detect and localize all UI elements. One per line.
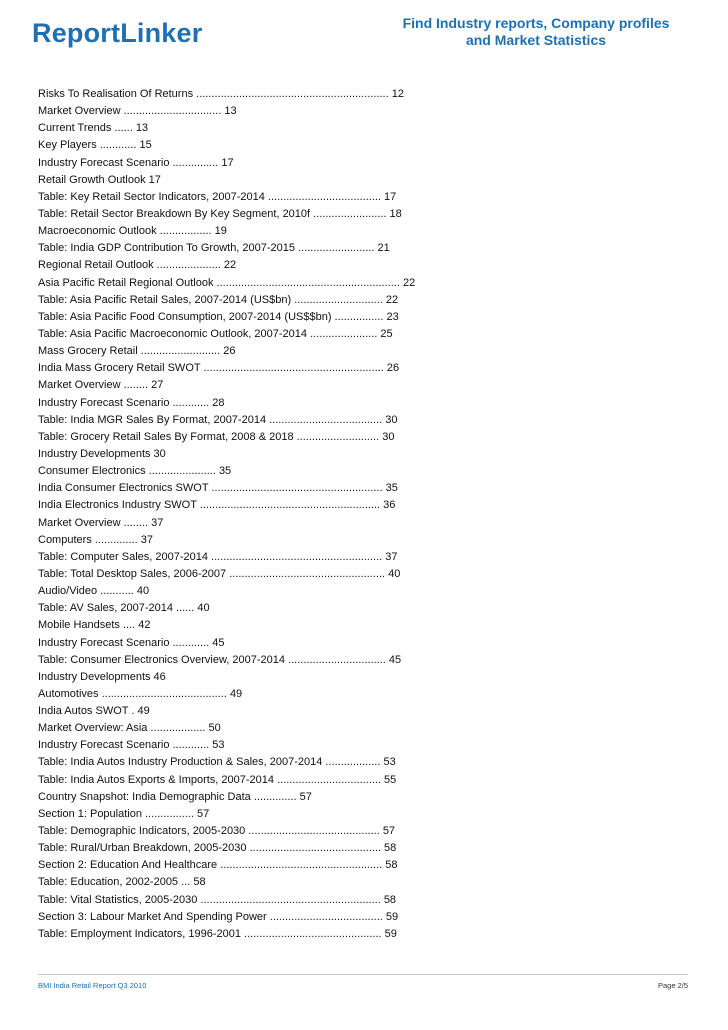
header-tagline (386, 15, 686, 49)
toc-entry[interactable]: Industry Developments 46 (38, 670, 166, 683)
toc-entry[interactable]: Retail Growth Outlook 17 (38, 173, 161, 186)
toc-entry[interactable]: Asia Pacific Retail Regional Outlook ............................................................ 22 (38, 276, 416, 289)
toc-entry[interactable]: Automotives ......................................... 49 (38, 687, 243, 700)
toc-entry[interactable]: Market Overview ........ 37 (38, 516, 164, 529)
toc-entry[interactable]: India Autos SWOT . 49 (38, 705, 150, 718)
toc-entry[interactable]: Table: Retail Sector Breakdown By Key Segment, 2010f ........................ 18 (38, 207, 402, 220)
toc-entry[interactable]: Table: AV Sales, 2007-2014 ...... 40 (38, 602, 210, 615)
toc-entry[interactable]: Market Overview: Asia .................. 50 (38, 722, 221, 735)
toc-entry[interactable]: Country Snapshot: India Demographic Data .............. 57 (38, 790, 312, 803)
toc-entry[interactable]: Regional Retail Outlook ..................... 22 (38, 259, 237, 272)
toc-entry[interactable]: Table: Key Retail Sector Indicators, 2007-2014 ..................................... 17 (38, 190, 397, 203)
toc-entry[interactable]: Market Overview ................................ 13 (38, 105, 237, 118)
toc-entry[interactable]: Mass Grocery Retail .......................... 26 (38, 345, 236, 358)
toc-entry[interactable]: Section 3: Labour Market And Spending Power ..................................... 59 (38, 910, 399, 923)
toc-entry[interactable]: Table: Computer Sales, 2007-2014 ........................................................ 37 (38, 550, 398, 563)
toc-entry[interactable]: Table: India MGR Sales By Format, 2007-2014 ..................................... 30 (38, 413, 398, 426)
toc-entry[interactable]: India Mass Grocery Retail SWOT ........................................................... 26 (38, 362, 400, 375)
toc-entry[interactable]: Current Trends ...... 13 (38, 122, 149, 135)
toc-entry[interactable]: Risks To Realisation Of Returns ............................................................... 12 (38, 88, 404, 100)
tagline-line-1: Find Industry reports, Company profiles (402, 15, 670, 31)
tagline-line-2: and Market Statistics (465, 32, 607, 48)
toc-entry[interactable]: India Consumer Electronics SWOT ........................................................ 35 (38, 482, 398, 495)
toc-entry[interactable]: Computers .............. 37 (38, 533, 153, 546)
toc-entry[interactable]: Section 2: Education And Healthcare ..................................................... 58 (38, 859, 398, 872)
toc-entry[interactable]: Table: Total Desktop Sales, 2006-2007 ................................................... 40 (38, 567, 401, 580)
toc-entry[interactable]: Table: Grocery Retail Sales By Format, 2008 & 2018 ........................... 30 (38, 430, 395, 443)
toc-entry[interactable]: Table: Education, 2002-2005 ... 58 (38, 876, 206, 889)
toc-entry[interactable]: India Electronics Industry SWOT ........................................................... 36 (38, 499, 396, 512)
toc-entry[interactable]: Table: Rural/Urban Breakdown, 2005-2030 ........................................... 58 (38, 842, 397, 855)
toc-entry[interactable]: Industry Forecast Scenario ............... 17 (38, 156, 234, 169)
toc-entry[interactable]: Industry Forecast Scenario ............ 28 (38, 396, 225, 409)
toc-entry[interactable]: Audio/Video ........... 40 (38, 585, 150, 598)
toc-entry[interactable]: Macroeconomic Outlook ................. 19 (38, 225, 227, 238)
table-of-contents (38, 86, 678, 943)
toc-entry[interactable]: Section 1: Population ................ 57 (38, 807, 210, 820)
footer-source[interactable]: BMI India Retail Report Q3 2010 (38, 981, 147, 990)
toc-entry[interactable]: Table: Demographic Indicators, 2005-2030 ........................................... 57 (38, 825, 396, 838)
toc-entry[interactable]: Industry Developments 30 (38, 447, 166, 460)
toc-entry[interactable]: Market Overview ........ 27 (38, 379, 164, 392)
toc-entry[interactable]: Table: Asia Pacific Retail Sales, 2007-2014 (US$bn) ............................. 22 (38, 293, 399, 306)
toc-entry[interactable]: Table: India GDP Contribution To Growth, 2007-2015 ......................... 21 (38, 242, 390, 255)
toc-entry[interactable]: Consumer Electronics ...................... 35 (38, 465, 232, 478)
page-number: Page 2/5 (657, 981, 688, 990)
toc-entry[interactable]: Table: Asia Pacific Macroeconomic Outlook, 2007-2014 ...................... 25 (38, 327, 393, 340)
toc-entry[interactable]: Table: India Autos Exports & Imports, 2007-2014 .................................. 55 (38, 773, 397, 786)
toc-entry[interactable]: Table: India Autos Industry Production & Sales, 2007-2014 .................. 53 (38, 756, 396, 769)
toc-entry[interactable]: Table: Asia Pacific Food Consumption, 2007-2014 (US$$bn) ................ 23 (38, 310, 399, 323)
reportlinker-logo[interactable]: ReportLinker (32, 18, 203, 48)
toc-entry[interactable]: Industry Forecast Scenario ............ 45 (38, 636, 225, 649)
toc-entry[interactable]: Table: Vital Statistics, 2005-2030 ........................................................... 58 (38, 893, 397, 906)
toc-entry[interactable]: Mobile Handsets .... 42 (38, 619, 151, 632)
page-footer (38, 974, 688, 990)
toc-entry[interactable]: Industry Forecast Scenario ............ 53 (38, 739, 225, 752)
toc-entry[interactable]: Key Players ............ 15 (38, 139, 152, 152)
toc-entry[interactable]: Table: Employment Indicators, 1996-2001 ............................................. 59 (38, 927, 397, 940)
toc-entry[interactable]: Table: Consumer Electronics Overview, 2007-2014 ................................ 45 (38, 653, 402, 666)
